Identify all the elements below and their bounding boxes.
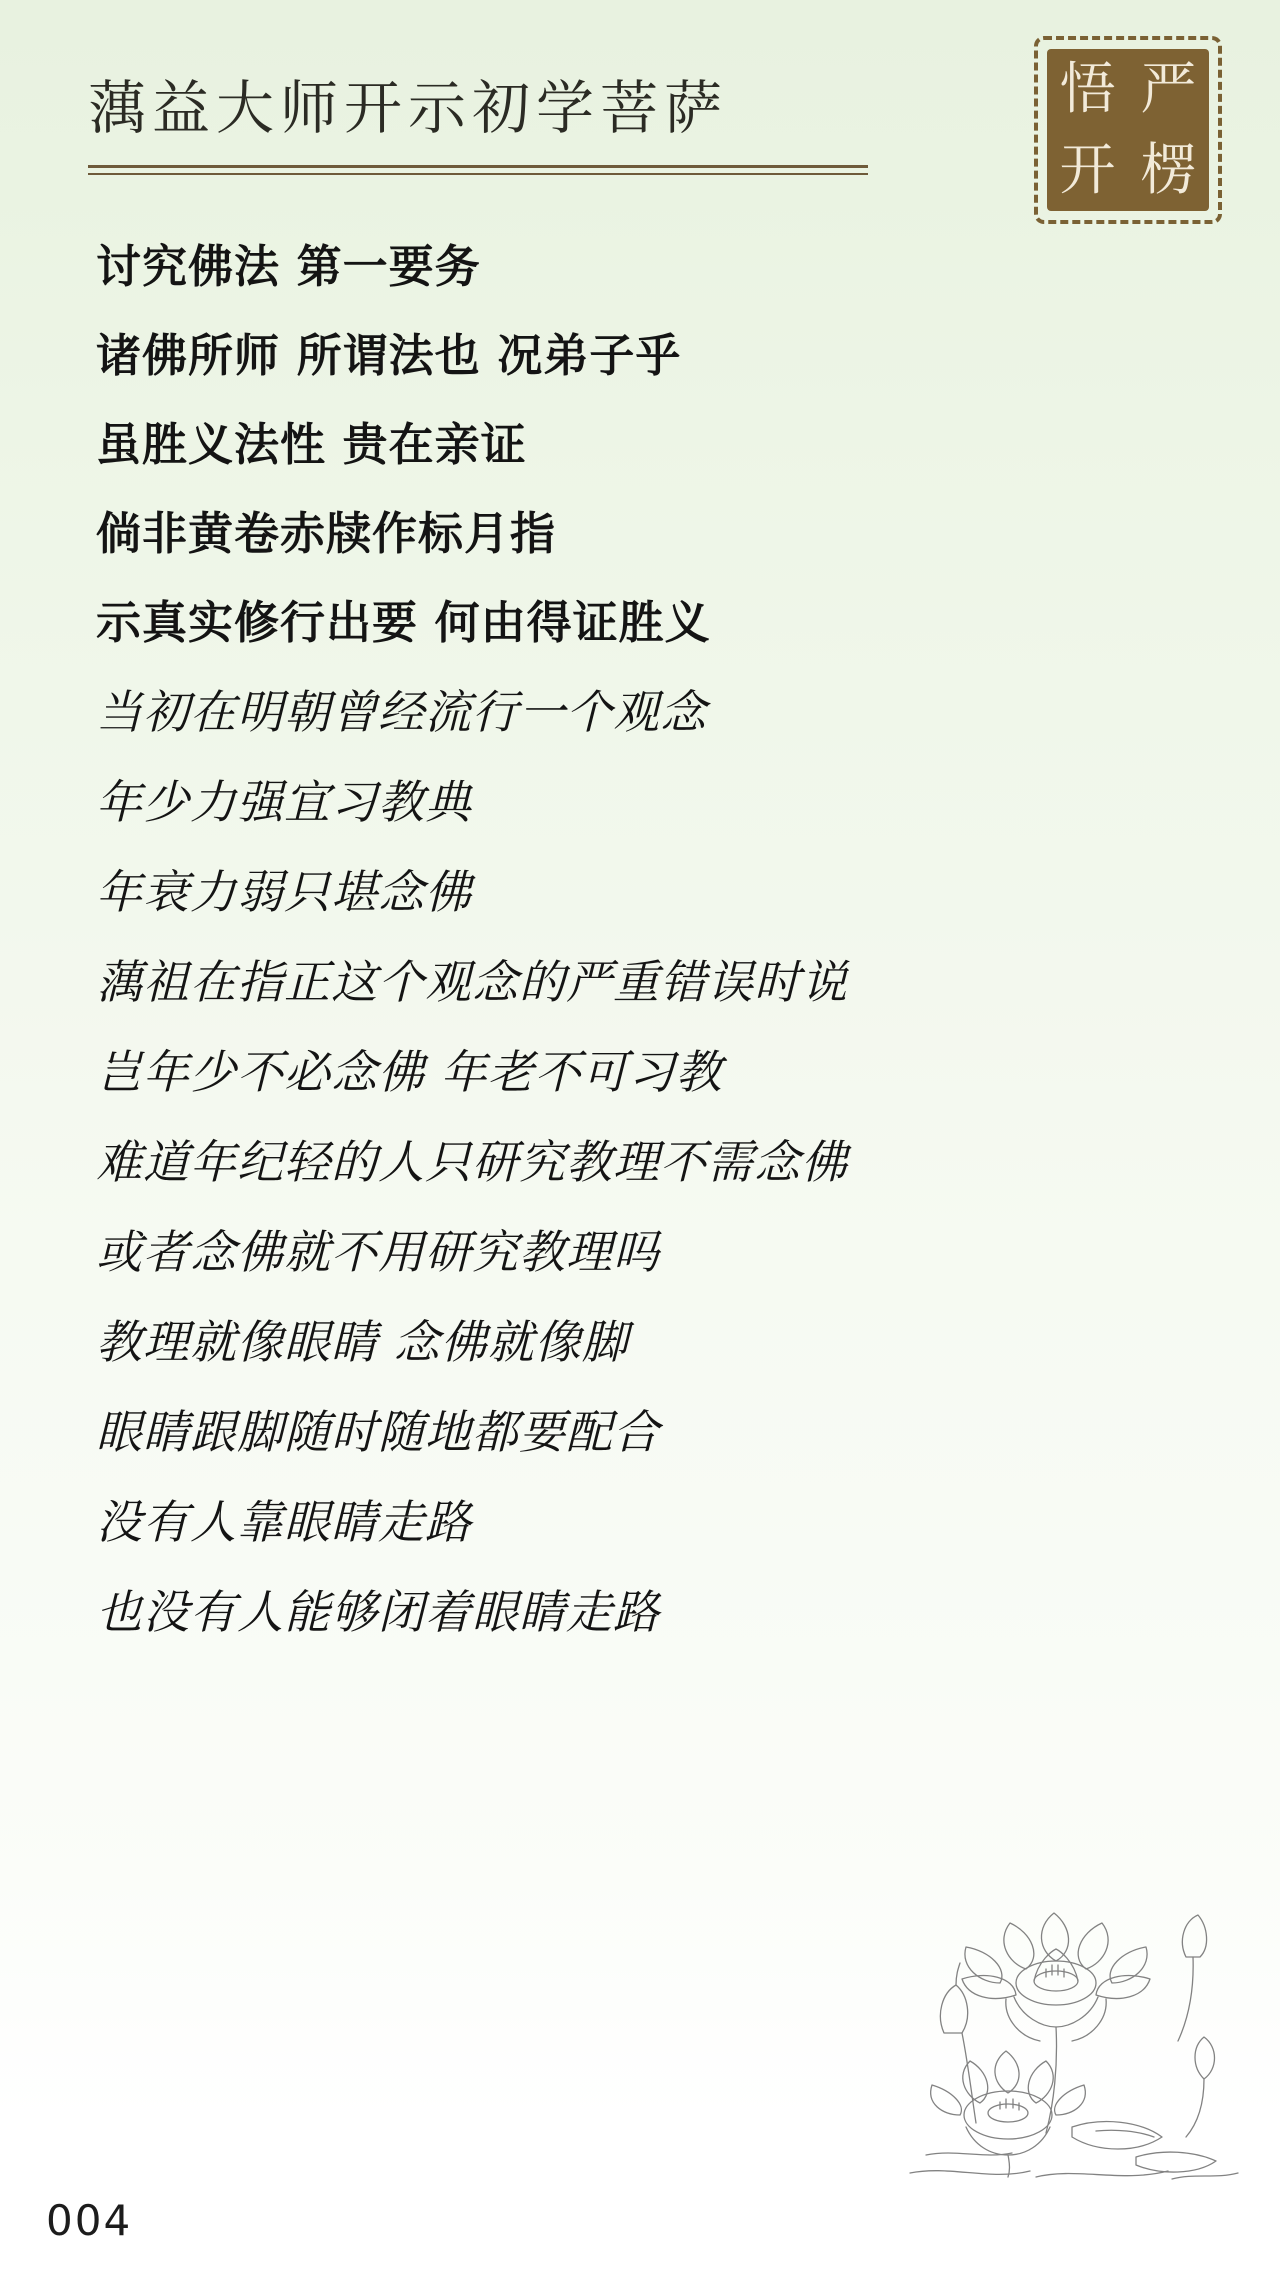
verse-line: 示真实修行出要 何由得证胜义	[96, 596, 711, 649]
verse-line: 蕅祖在指正这个观念的严重错误时说	[96, 955, 848, 1009]
seal-char-leng: 楞	[1140, 137, 1197, 203]
seal-inner	[1047, 49, 1209, 211]
verse-line: 年少力强宜习教典	[96, 775, 472, 829]
seal-stamp	[1034, 36, 1222, 224]
page-number: 004	[46, 2196, 133, 2245]
page-header	[0, 0, 1280, 230]
verse-group-secondary	[96, 685, 1210, 919]
verse-group-primary	[96, 240, 1210, 649]
seal-char-kai: 开	[1059, 137, 1116, 203]
seal-char-yan: 严	[1140, 56, 1197, 122]
verse-line: 也没有人能够闭着眼睛走路	[96, 1585, 660, 1639]
verse-line: 当初在明朝曾经流行一个观念	[96, 685, 707, 739]
verse-line: 倘非黄卷赤牍作标月指	[96, 507, 557, 560]
verse-group-tertiary	[96, 955, 1210, 1639]
verse-line: 岂年少不必念佛 年老不可习教	[96, 1045, 723, 1099]
lotus-flower-illustration	[886, 1865, 1246, 2195]
verse-line: 虽胜义法性 贵在亲证	[96, 418, 527, 471]
page-title: 蕅益大师开示初学菩萨	[88, 74, 729, 142]
seal-char-wu: 悟	[1059, 56, 1116, 122]
document-body	[0, 230, 1280, 1639]
verse-line: 讨究佛法 第一要务	[96, 240, 481, 293]
title-divider	[88, 165, 868, 175]
verse-line: 诸佛所师 所谓法也 况弟子乎	[96, 329, 682, 382]
verse-line: 眼睛跟脚随时随地都要配合	[96, 1405, 660, 1459]
verse-line: 难道年纪轻的人只研究教理不需念佛	[96, 1135, 848, 1189]
verse-line: 没有人靠眼睛走路	[96, 1495, 472, 1549]
divider-line-upper	[88, 165, 868, 168]
verse-line: 或者念佛就不用研究教理吗	[96, 1225, 660, 1279]
divider-line-lower	[88, 173, 868, 175]
verse-line: 教理就像眼睛 念佛就像脚	[96, 1315, 629, 1369]
verse-line: 年衰力弱只堪念佛	[96, 865, 472, 919]
